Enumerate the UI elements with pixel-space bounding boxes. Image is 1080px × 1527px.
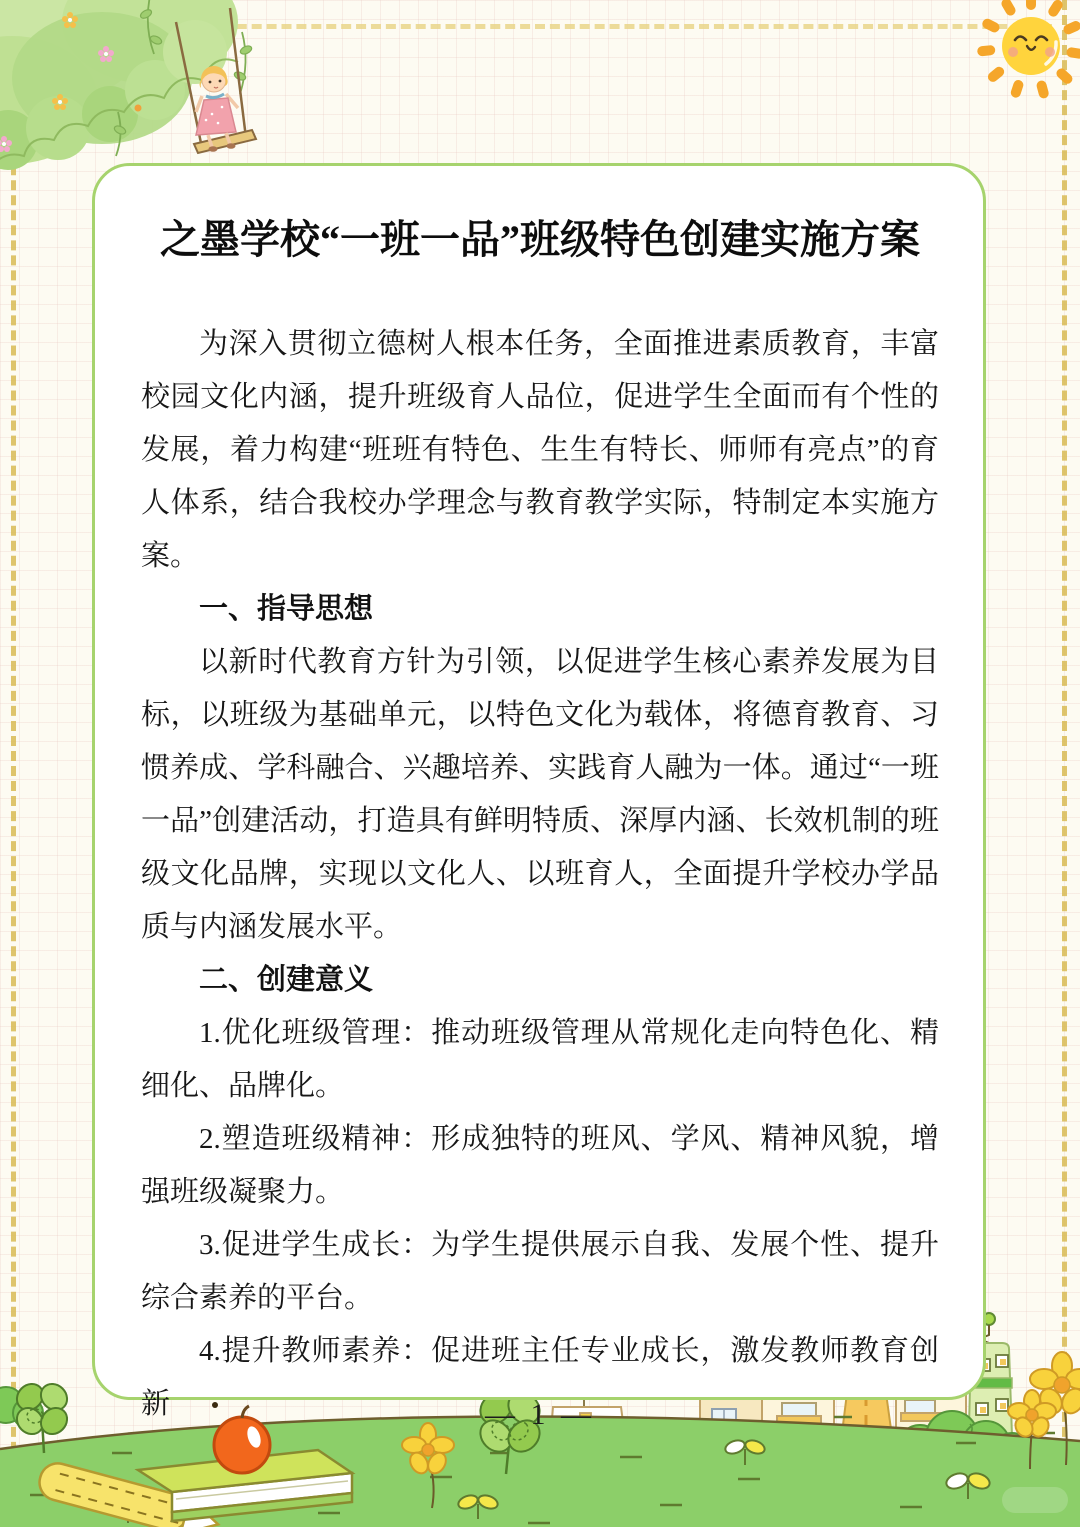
page-title: 之墨学校“一班一品”班级特色创建实施方案 — [160, 217, 920, 262]
sun-icon — [968, 0, 1080, 114]
content-card — [92, 163, 986, 1420]
document-body — [141, 318, 939, 1431]
list-item-4: 4.提升教师素养：促进班主任专业成长，激发教师教育创新 — [141, 1335, 939, 1420]
sun-face — [1002, 17, 1060, 75]
page-number: — 1 — — [485, 1398, 595, 1431]
list-item-3: 3.促进学生成长：为学生提供展示自我、发展个性、提升综合素养的平台。 — [141, 1229, 939, 1314]
sun-svg — [968, 0, 1080, 114]
guiding-paragraph: 以新时代教育方针为引领，以促进学生核心素养发展为目标，以班级为基础单元，以特色文化为载体，将德育教育、习惯养成、学科融合、兴趣培养、实践育人融为一体。通过“一班一品”创建活动，打造具有鲜明特质、深厚内涵、长效机制的班级文化品牌，实现以文化人、以班育人，全面提升学校办学品质与内涵发展水平。 — [141, 646, 939, 943]
intro-paragraph: 为深入贯彻立德树人根本任务，全面推进素质教育，丰富校园文化内涵，提升班级育人品位，促进学生全面而有个性的发展，着力构建“班班有特色、生生有特长、师师有亮点”的育人体系，结合我校办学理念与教育教学实际，特制定本实施方案。 — [141, 328, 939, 572]
tree-svg — [0, 0, 266, 190]
list-item-1: 1.优化班级管理：推动班级管理从常规化走向特色化、精细化、品牌化。 — [141, 1017, 939, 1102]
section-heading-2: 二、创建意义 — [199, 964, 374, 996]
list-item-2: 2.塑造班级精神：形成独特的班风、学风、精神风貌，增强班级凝聚力。 — [141, 1123, 939, 1208]
section-heading-1: 一、指导思想 — [199, 593, 374, 625]
tree-girl-swing-illustration — [0, 0, 266, 190]
watermark — [1002, 1487, 1068, 1513]
